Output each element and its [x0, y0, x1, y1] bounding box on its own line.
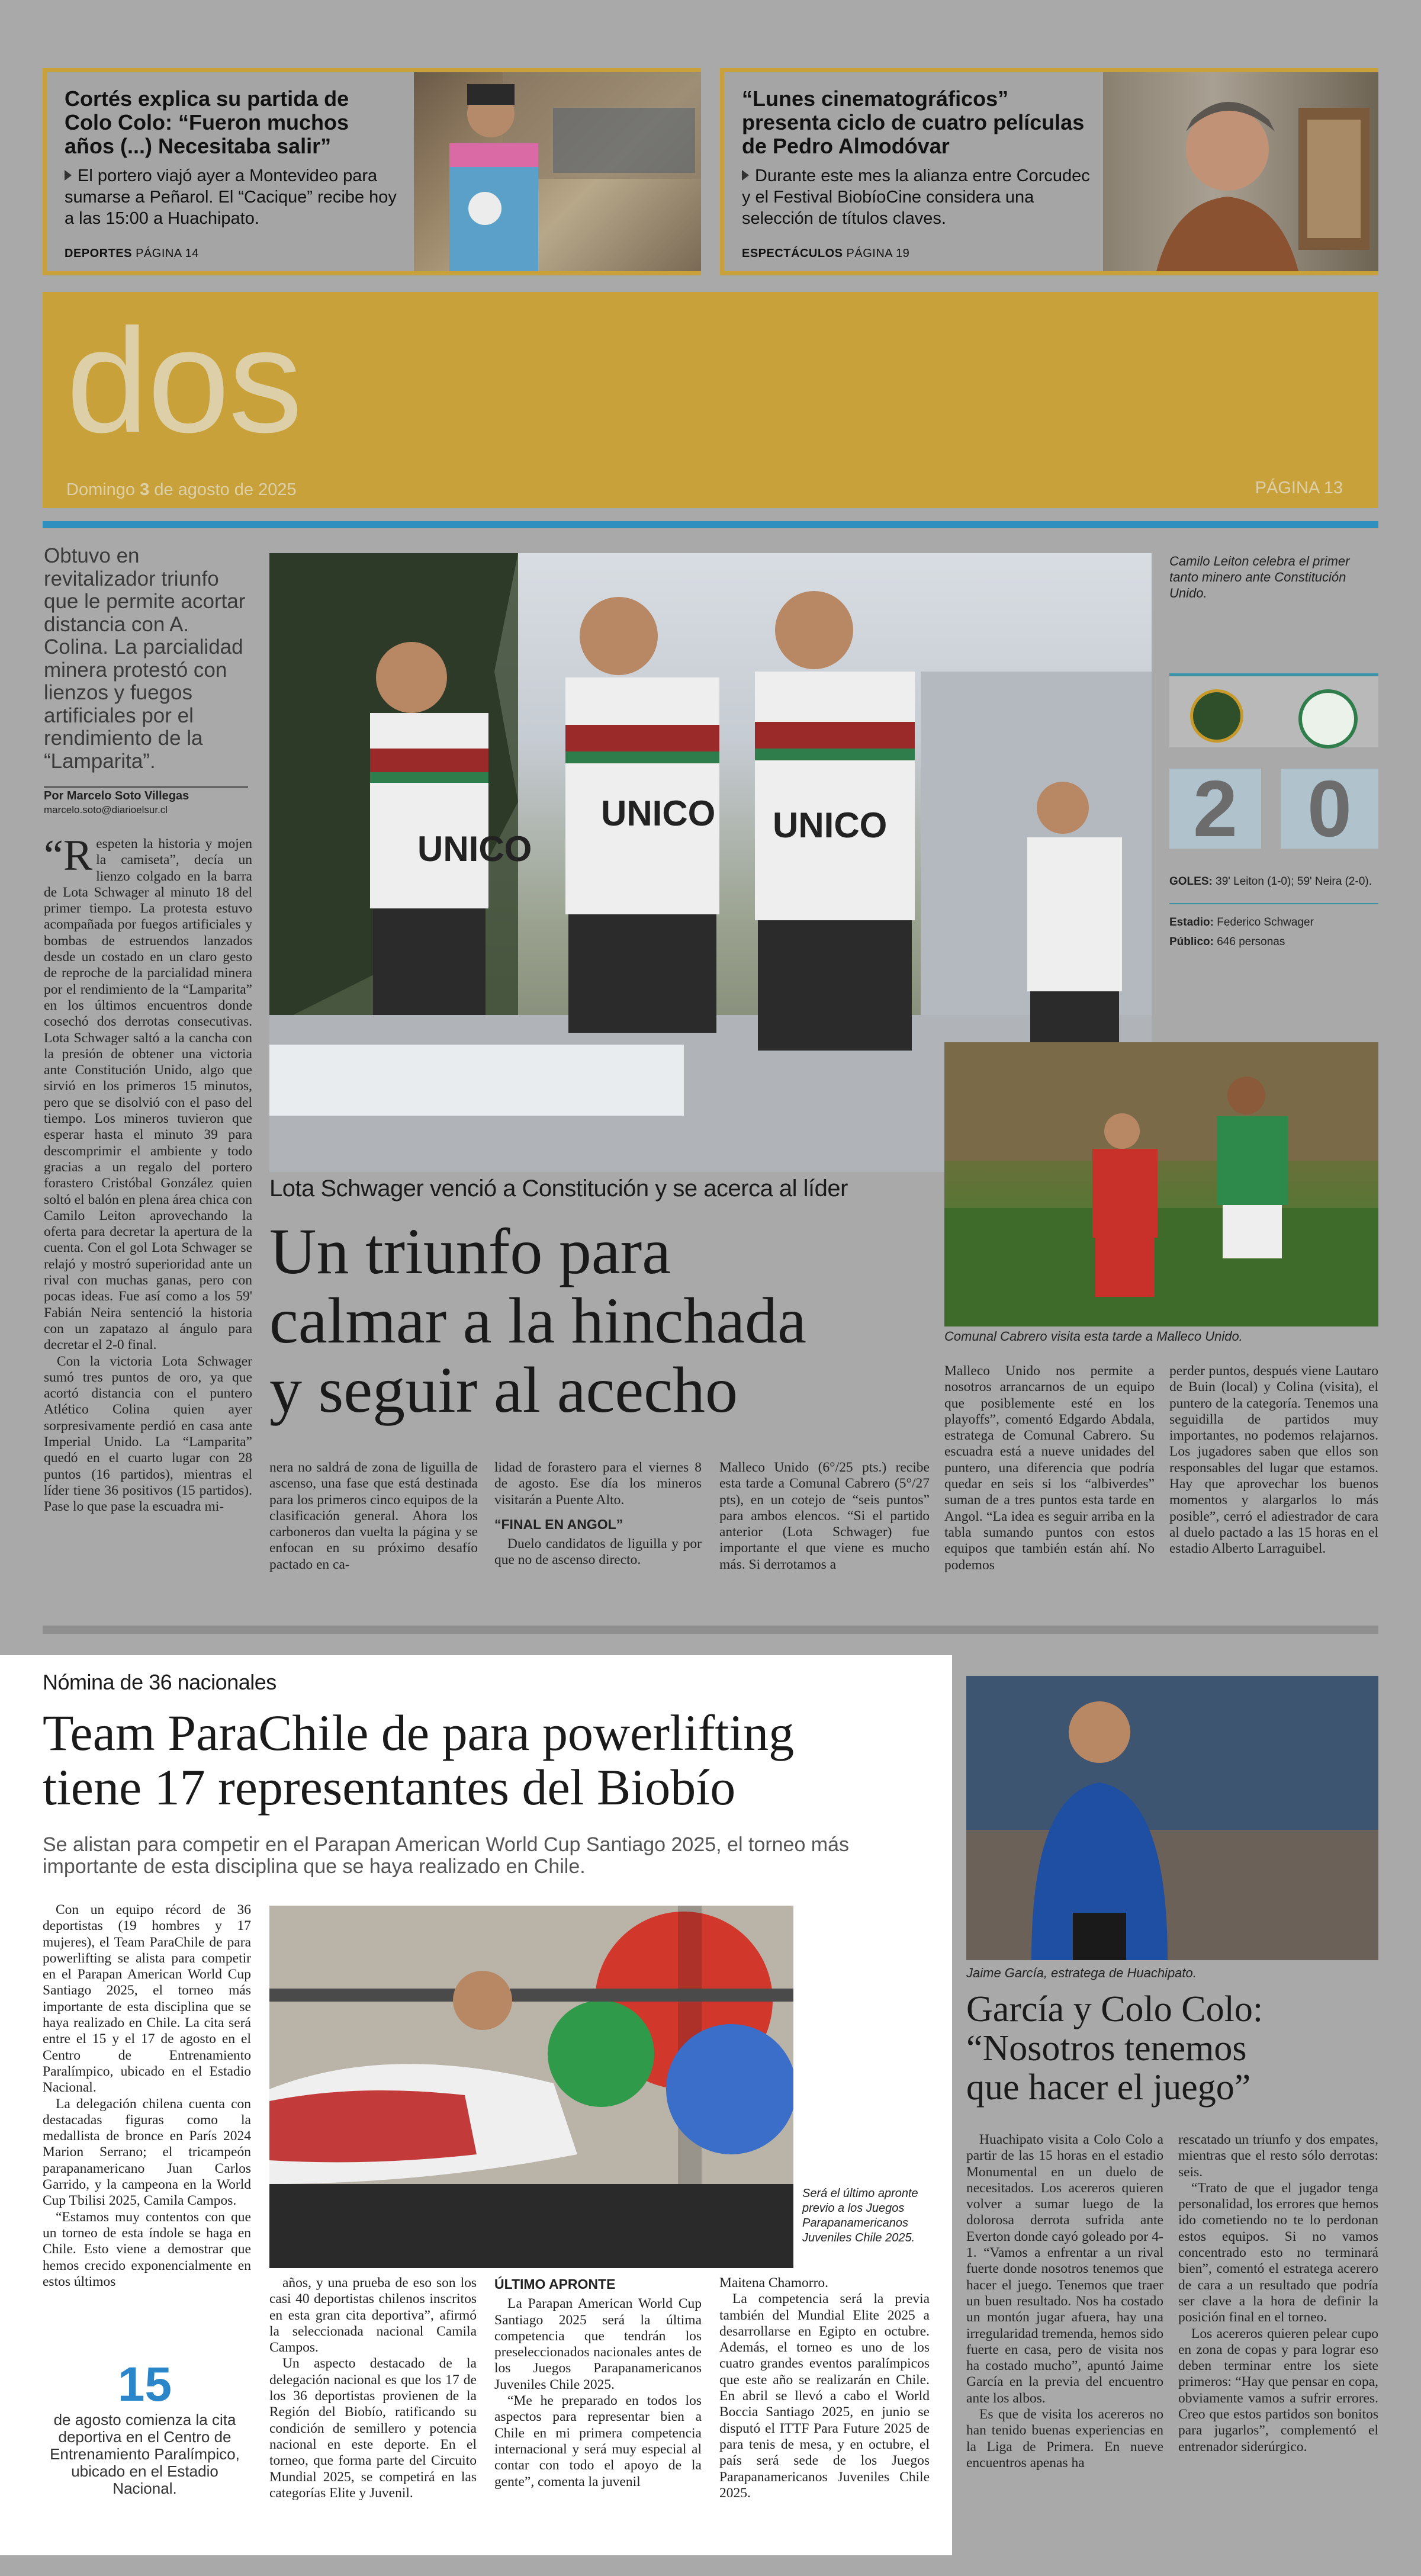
story1-col1-text: espeten la historia y mojen la camiseta”, decía un lienzo colgado en la barra de Lota Schwager al minuto 18 del primer tiempo. La protesta estuvo acompañada por fuegos artificiales y bombas de estruendos lanzados desde un costado en un claro gesto de reproche de la parcialidad minera por el rendimiento de la “Lamparita” en los últimos encuentros donde cosechó dos derrotas consecutivas. Lota Schwager saltó a la cancha con la presión de obtener una victoria ante Constitución Unido, algo que sirvió en los primeros 15 minutos, pero que se disolvió con el paso del tiempo. Los mineros tuvieron que esperar hasta el minuto 39 para descomprimir el ambiente y todo gracias a un regalo del portero forastero Cristóbal González quien soltó el balón en plena área chica con Camilo Leiton aprovechando la oferta para decretar la apertura de la cuenta. Con el gol Lota Schwager se relajó y mostró superioridad ante un rival con muchas ganas, pero con pocas ideas. Fue así como a los 59' Fabián Neira sentenció la historia con un zapatazo al ángulo para decretar el 2-0 final. — [44, 836, 252, 1353]
score-public — [1169, 936, 1285, 949]
teaser-sports[interactable] — [43, 68, 701, 275]
masthead-date-day: Domingo — [66, 480, 136, 499]
story3-col1 — [966, 2132, 1163, 2471]
teaser-sports-photo — [414, 72, 701, 271]
story3-col1-p2: Es que de visita los acereros no han tenido buenas experiencias en la Liga de Primera. En nueve encuentros apenas ha — [966, 2407, 1163, 2471]
story2-photo-caption: Será el último apronte previo a los Juegos Parapanamericanos Juveniles Chile 2025. — [802, 2187, 918, 2244]
story1-col4: Malleco Unido (6°/25 pts.) recibe esta tarde a Comunal Cabrero (5°/27 pts), en un cotejo de “seis puntos” para ambos elencos. “Si el partido anterior (Lota Schwager) fue importante el que viene es mucho más. Si derrotamos a — [719, 1460, 930, 1572]
story2-factbox — [43, 2358, 247, 2497]
story1-photo2-caption: Comunal Cabrero visita esta tarde a Malleco Unido. — [944, 1329, 1243, 1344]
story2-headline-line2: tiene 17 representantes del Biobío — [43, 1759, 736, 1816]
teaser-culture-body-text: Durante este mes la alianza entre Corcudec y el Festival BiobíoCine considera una selección de títulos claves. — [742, 166, 1090, 228]
players-dueling-illustration — [944, 1042, 1378, 1326]
story2-deck: Se alistan para competir en el Parapan American World Cup Santiago 2025, el torneo más importante de esta disciplina que se haya realizado en Chile. — [43, 1833, 850, 1878]
story2-kicker: Nómina de 36 nacionales — [43, 1670, 277, 1694]
score-home-box — [1169, 764, 1261, 853]
story2-headline-line1: Team ParaChile de para powerlifting — [43, 1704, 795, 1761]
story3-headline-line3: que hacer el juego” — [966, 2067, 1251, 2108]
jersey-sponsor-3: UNICO — [773, 805, 888, 845]
teaser-sports-page: PÁGINA 14 — [136, 247, 199, 260]
story1-col1b: Con la victoria Lota Schwager sumó tres puntos de oro, ya que acortó distancia con el puntero Atlético Colina quien ayer sorpresivamente perdió en casa ante Imperial Unido. La “Lamparita” quedó en el cuarto lugar con 28 puntos (16 partidos), mientras el líder tiene 36 positivos (15 partidos). Pase lo que pase la escuadra mi- — [44, 1353, 252, 1515]
story1-headline-line2: calmar a la hinchada — [269, 1284, 806, 1357]
teaser-sports-title[interactable]: Cortés explica su partida de Colo Colo: “Fueron muchos años (...) Necesitaba salir” — [65, 86, 349, 158]
teaser-sports-section — [65, 247, 199, 261]
play-triangle-icon — [65, 170, 72, 181]
score-stadium-label: Estadio: — [1169, 916, 1214, 929]
deck-divider — [44, 786, 248, 788]
story1-email: marcelo.soto@diarioelsur.cl — [44, 804, 168, 815]
story2-photo — [269, 1906, 793, 2268]
dropcap: “R — [44, 831, 93, 880]
jersey-sponsor-1: UNICO — [417, 829, 532, 869]
story3-col1-p1: Huachipato visita a Colo Colo a partir de las 15 horas en el estadio Monumental en un duelo de necesitados. Los acereros quieren volver a sumar luego de la dolorosa derrota sufrida ante Everton donde cayó goleado por 4-1. “Vamos a enfrentar a un rival fuerte donde nosotros tenemos que hacer el juego. Tenemos que traer un buen resultado. Nos ha costado un montón jugar afuera, hay una irregularidad tremenda, hemos sido fuerte en casa, pero de visita nos ha costado mucho”, apuntó Jaime García en la previa del encuentro ante los albos. — [966, 2132, 1163, 2406]
lota-schwager-logo-icon — [1190, 689, 1243, 743]
story1-col1 — [44, 831, 252, 1515]
teaser-culture-body — [742, 165, 1097, 229]
score-public-label: Público: — [1169, 936, 1214, 948]
story2-col3-p2: “Me he preparado en todos los aspectos para representar bien a Chile en mi primera competencia internacional y será muy especial al contar con todo el apoyo de la gente”, comenta la juvenil — [494, 2393, 702, 2490]
story1-kicker: Lota Schwager venció a Constitución y se acerca al líder — [269, 1175, 848, 1202]
masthead-title: dos — [66, 298, 302, 463]
teaser-culture-title[interactable]: “Lunes cinematográficos” presenta ciclo de cuatro películas de Pedro Almodóvar — [742, 86, 1085, 158]
story3-col2-p1: rescatado un triunfo y dos empates, mientras que el resto sólo derrotas: seis. — [1178, 2132, 1378, 2180]
story2-col1-p3: “Estamos muy contentos con que un torneo de esta índole se haga en Chile. Esto viene a demostrar que hemos crecido exponencialmente en estos últimos — [43, 2209, 251, 2289]
story2-col2-p1: años, y una prueba de eso son los casi 40 deportistas chilenos inscritos en esta gran cita deportiva”, afirmó la seleccionada nacional Camila Campos. — [269, 2275, 477, 2356]
masthead-date-num: 3 — [140, 480, 150, 499]
constitucion-unido-logo-icon — [1298, 689, 1358, 749]
story1-second-photo — [944, 1042, 1378, 1326]
score-goals-label: GOLES: — [1169, 875, 1213, 888]
story2-col2 — [269, 2275, 477, 2501]
score-public-text: 646 personas — [1217, 936, 1285, 948]
teaser-culture-section — [742, 247, 909, 261]
score-goals — [1169, 875, 1378, 888]
story1-byline: Por Marcelo Soto Villegas — [44, 789, 189, 802]
story2-col3 — [494, 2275, 702, 2490]
story2-col4-p1: Maitena Chamorro. — [719, 2275, 829, 2291]
story3-col2 — [1178, 2132, 1378, 2455]
teaser-sports-body — [65, 165, 408, 229]
score-stadium-text: Federico Schwager — [1217, 916, 1314, 929]
goalkeeper-illustration — [414, 72, 701, 271]
teaser-sports-body-text: El portero viajó ayer a Montevideo para sumarse a Peñarol. El “Cacique” recibe hoy a las 15:00 a Huachipato. — [65, 166, 397, 228]
story2-col2-p2: Un aspecto destacado de la delegación nacional es que los 17 de los 36 deportistas provienen de la Región del Biobío, ratificando su condición de semillero y potencia nacional en este deporte. En el torneo, que forma parte del Circuito Mundial 2025, se competirá en las categorías Elite y Juvenil. — [269, 2356, 477, 2501]
story1-col2: nera no saldrá de zona de liguilla de ascenso, una fase que está destinada para los primeros cinco equipos de la clasificación general. Ahora los carboneros dan vuelta la página y se enfocan en su próximo desafío pactado en ca- — [269, 1460, 478, 1572]
story2-col1-p1: Con un equipo récord de 36 deportistas (19 hombres y 17 mujeres), el Team ParaChile de para powerlifting se alista para competir en el Parapan American World Cup Santiago 2025, el torneo más importante de esta disciplina que se haya realizado en Chile. La cita será entre el 15 y el 17 de agosto en el Centro de Entrenamiento Paralímpico, ubicado en el Estadio Nacional. — [43, 1902, 251, 2096]
story2-headline — [43, 1705, 943, 1814]
teaser-sports-section-name: DEPORTES — [65, 247, 133, 260]
play-triangle-icon — [742, 170, 749, 181]
score-goals-text: 39' Leiton (1-0); 59' Neira (2-0). — [1216, 875, 1372, 888]
section-masthead — [43, 292, 1378, 508]
factbox-number: 15 — [117, 2357, 172, 2411]
story1-headline-line1: Un triunfo para — [269, 1215, 671, 1287]
teaser-culture-section-name: ESPECTÁCULOS — [742, 247, 843, 260]
story2-col3-p1: La Parapan American World Cup Santiago 2025 será la última competencia que tendrán los preseleccionados nacionales antes de los Juegos Parapanamericanos Juveniles Chile 2025. — [494, 2296, 702, 2392]
teaser-culture-photo — [1103, 72, 1378, 271]
story3-headline-line2: “Nosotros tenemos — [966, 2028, 1247, 2068]
story1-col3b: Duelo candidatos de liguilla y por que no de ascenso directo. — [494, 1536, 702, 1568]
story1-col3 — [494, 1460, 702, 1569]
actor-portrait-illustration — [1103, 72, 1378, 271]
story2-col4 — [719, 2275, 930, 2501]
story1-subhead: “FINAL EN ANGOL” — [494, 1516, 623, 1532]
score-home: 2 — [1192, 764, 1238, 853]
powerlifter-illustration — [269, 1906, 793, 2268]
score-stadium — [1169, 916, 1314, 929]
story2-subhead: ÚLTIMO APRONTE — [494, 2276, 616, 2292]
teaser-culture[interactable] — [720, 68, 1378, 275]
factbox-text: de agosto comienza la cita deportiva en el Centro de Entrenamiento Paralímpico, ubicado en el Estadio Nacional. — [50, 2411, 240, 2497]
section-divider — [43, 1626, 1378, 1634]
story3-col2-p2: “Trato de que el jugador tenga personalidad, los errores que hemos ido cometiendo no te lo perdonan estos equipos. Si no vamos concentrado esto no terminará bien”, comentó el estratega acerero de cara a un resultado que podría ser clave a la hora de definir la posición final en el torneo. — [1178, 2180, 1378, 2326]
story1-col5: Malleco Unido nos permite a nosotros arrancarnos de un equipo que posiblemente esté en los playoffs”, comentó Edgardo Abdala, estratega de Comunal Cabrero. Su escuadra está a nueve unidades del puntero, una diferencia que podría quedar en seis si los “albiverdes” suman de a tres puntos esta tarde en Angol. “La idea es seguir arriba en la tabla sumando puntos con estos equipos que también están ahí. No podemos — [944, 1363, 1155, 1573]
scoreboard-logos — [1169, 676, 1378, 747]
masthead-date-rest: de agosto de 2025 — [154, 480, 297, 499]
story3-photo-caption: Jaime García, estratega de Huachipato. — [966, 1965, 1197, 1980]
story3-headline-line1: García y Colo Colo: — [966, 1989, 1264, 2029]
masthead-page: PÁGINA 13 — [1255, 478, 1343, 497]
story2-col4-p2: La competencia será la previa también del Mundial Elite 2025 a desarrollarse en Egipto en octubre. Además, el torneo es uno de los cuatro grandes eventos paralímpicos que este año se realizarán en Chile. En abril se llevó a cabo el World Boccia Santiago 2025, en junio se disputó el ITTF Para Future 2025 de para tenis de mesa, y en octubre, el país será sede de los Juegos Parapanamericanos Juveniles Chile 2025. — [719, 2291, 930, 2501]
story1-photo-caption: Camilo Leiton celebra el primer tanto minero ante Constitución Unido. — [1169, 554, 1350, 600]
score-away: 0 — [1307, 764, 1352, 853]
story1-col6: perder puntos, después viene Lautaro de Buin (local) y Colina (visita), el puntero de la categoría. Tenemos una seguidilla de partidos muy importantes, no podemos relajarnos. Los jugadores saben que ellos son responsables del lugar que estamos. Hay que aprovechar los buenos momentos y alargarlos lo más posible”, cerró el adiestrador de cara al duelo pactado a las 15 horas en el estadio Alberto Larraguibel. — [1169, 1363, 1378, 1557]
score-divider — [1169, 903, 1378, 904]
masthead-date — [66, 480, 297, 500]
teaser-culture-page: PÁGINA 19 — [846, 247, 910, 260]
story1-headline — [269, 1217, 933, 1425]
story1-deck: Obtuvo en revitalizador triunfo que le permite acortar distancia con A. Colina. La parcialidad minera protestó con lienzos y fuegos artificiales por el rendimiento de la “Lamparita”. — [44, 544, 246, 773]
jersey-sponsor-2: UNICO — [601, 794, 716, 833]
coach-illustration — [966, 1676, 1378, 1960]
story3-col2-p3: Los acereros quieren pelear cupo en zona de copas y para lograr eso deben terminar entre los siete primeros: “Hay que pensar en copa, obviamente vamos a sufrir errores. Creo que estos partidos son bonitos para jugarlos”, complementó el entrenador siderúrgico. — [1178, 2326, 1378, 2455]
story2-col1 — [43, 1902, 251, 2290]
masthead-rule — [43, 521, 1378, 528]
story2-col1-p2: La delegación chilena cuenta con destacadas figuras como la medallista de bronce en París 2024 Marion Serrano; el tricampeón parapanamericano Juan Carlos Garrido, y la campeona en la World Cup Tbilisi 2025, Camila Campos. — [43, 2096, 251, 2209]
story1-col3a: lidad de forastero para el viernes 8 de agosto. Ese día los mineros visitarán a Puente Alto. — [494, 1460, 702, 1508]
story3-photo — [966, 1676, 1378, 1960]
score-away-box — [1281, 764, 1378, 853]
story1-headline-line3: y seguir al acecho — [269, 1354, 738, 1426]
story3-headline — [966, 1990, 1378, 2107]
